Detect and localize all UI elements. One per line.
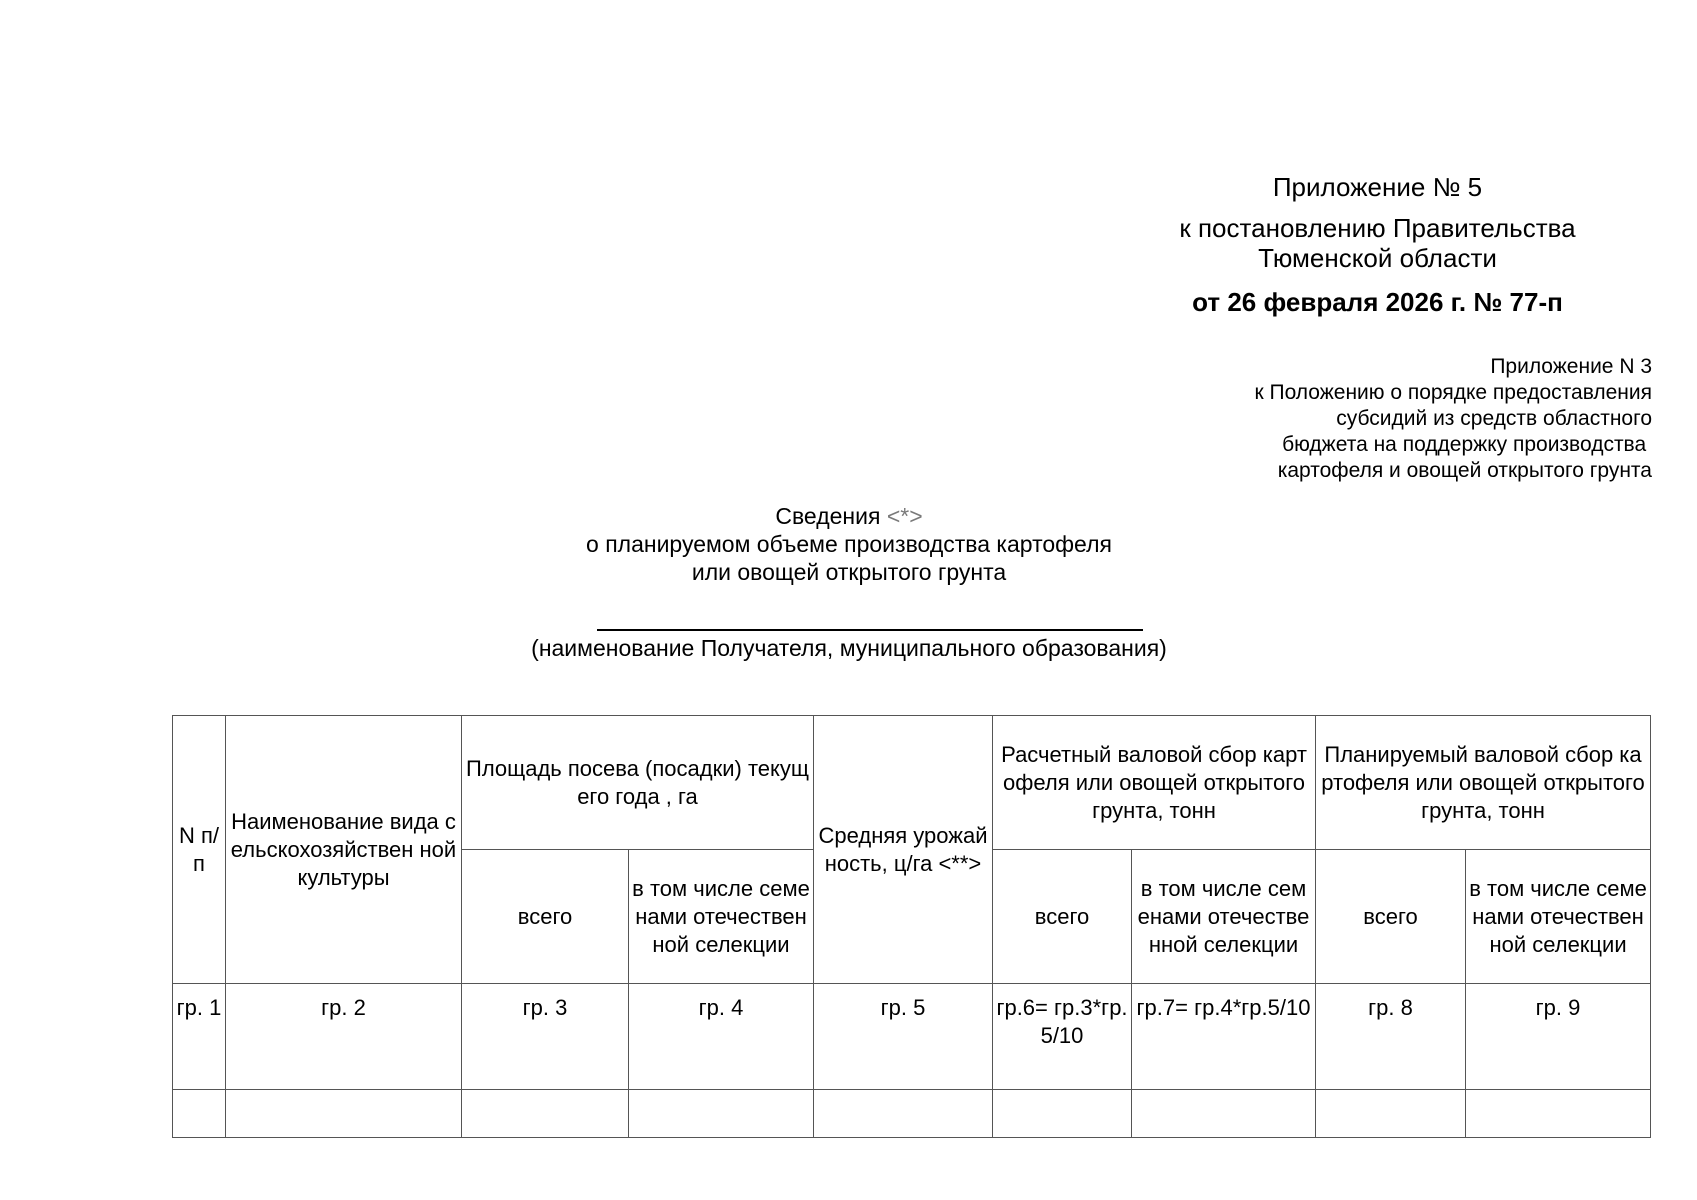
appendix-3-line: картофеля и овощей открытого грунта (1277, 459, 1652, 482)
header-yield: Средняя урожайность, ц/га <**> (814, 716, 993, 984)
table-cell[interactable] (462, 1090, 629, 1138)
resolution-line-2: Тюменской области (1258, 243, 1497, 273)
header-crop-name: Наименование вида сельскохозяйствен ной культуры (226, 716, 462, 984)
recipient-caption: (наименование Получателя, муниципального образования) (531, 635, 1167, 661)
resolution-date-number: от 26 февраля 2026 г. № 77-п (1192, 287, 1563, 317)
header-row (173, 716, 1651, 850)
appendix-number: Приложение № 5 (1272, 172, 1483, 202)
column-number: гр. 4 (629, 984, 814, 1090)
title-line-3: или овощей открытого грунта (691, 559, 1007, 585)
subheader-plan-domestic: в том числе семенами отечественной селекции (1466, 850, 1651, 984)
subheader-calc-domestic: в том числе семенами отечественной селекции (1132, 850, 1316, 984)
header-calculated-harvest: Расчетный валовой сбор картофеля или овощей открытого грунта, тонн (993, 716, 1316, 850)
table-cell[interactable] (1316, 1090, 1466, 1138)
footnote-marker: <*> (886, 503, 923, 529)
column-number: гр. 3 (462, 984, 629, 1090)
column-number: гр.6= гр.3*гр.5/10 (993, 984, 1132, 1090)
appendix-3-line: бюджета на поддержку производства (1282, 433, 1652, 456)
column-number: гр. 2 (226, 984, 462, 1090)
column-number: гр. 8 (1316, 984, 1466, 1090)
column-number: гр.7= гр.4*гр.5/10 (1132, 984, 1316, 1090)
header-number: N п/п (173, 716, 226, 984)
empty-data-row (173, 1090, 1651, 1138)
recipient-blank-line (597, 629, 1143, 631)
table-cell[interactable] (1466, 1090, 1651, 1138)
resolution-reference (1140, 213, 1615, 273)
title-line-2: о планируемом объеме производства картофеля (586, 531, 1112, 557)
appendix-3-reference (1254, 354, 1652, 484)
column-number: гр. 9 (1466, 984, 1651, 1090)
subheader-area-total: всего (462, 850, 629, 984)
planned-production-table (172, 715, 1651, 1138)
subheader-plan-total: всего (1316, 850, 1466, 984)
table-cell[interactable] (629, 1090, 814, 1138)
title-word: Сведения (775, 503, 881, 529)
table-cell[interactable] (814, 1090, 993, 1138)
document-title (449, 502, 1249, 586)
table-cell[interactable] (993, 1090, 1132, 1138)
column-number: гр. 1 (173, 984, 226, 1090)
resolution-line-1: к постановлению Правительства (1179, 213, 1576, 243)
table-cell[interactable] (226, 1090, 462, 1138)
title-line-1 (449, 502, 1249, 530)
table-cell[interactable] (1132, 1090, 1316, 1138)
appendix-3-line: к Положению о порядке предоставления (1254, 381, 1652, 404)
subheader-calc-total: всего (993, 850, 1132, 984)
column-number: гр. 5 (814, 984, 993, 1090)
appendix-3-line: субсидий из средств областного (1336, 407, 1652, 430)
subheader-area-domestic: в том числе семенами отечественной селекции (629, 850, 814, 984)
appendix-3-line: Приложение N 3 (1490, 355, 1652, 378)
header-area: Площадь посева (посадки) текущего года , га (462, 716, 814, 850)
header-planned-harvest: Планируемый валовой сбор картофеля или овощей открытого грунта, тонн (1316, 716, 1651, 850)
column-numbering-row (173, 984, 1651, 1090)
table-cell[interactable] (173, 1090, 226, 1138)
